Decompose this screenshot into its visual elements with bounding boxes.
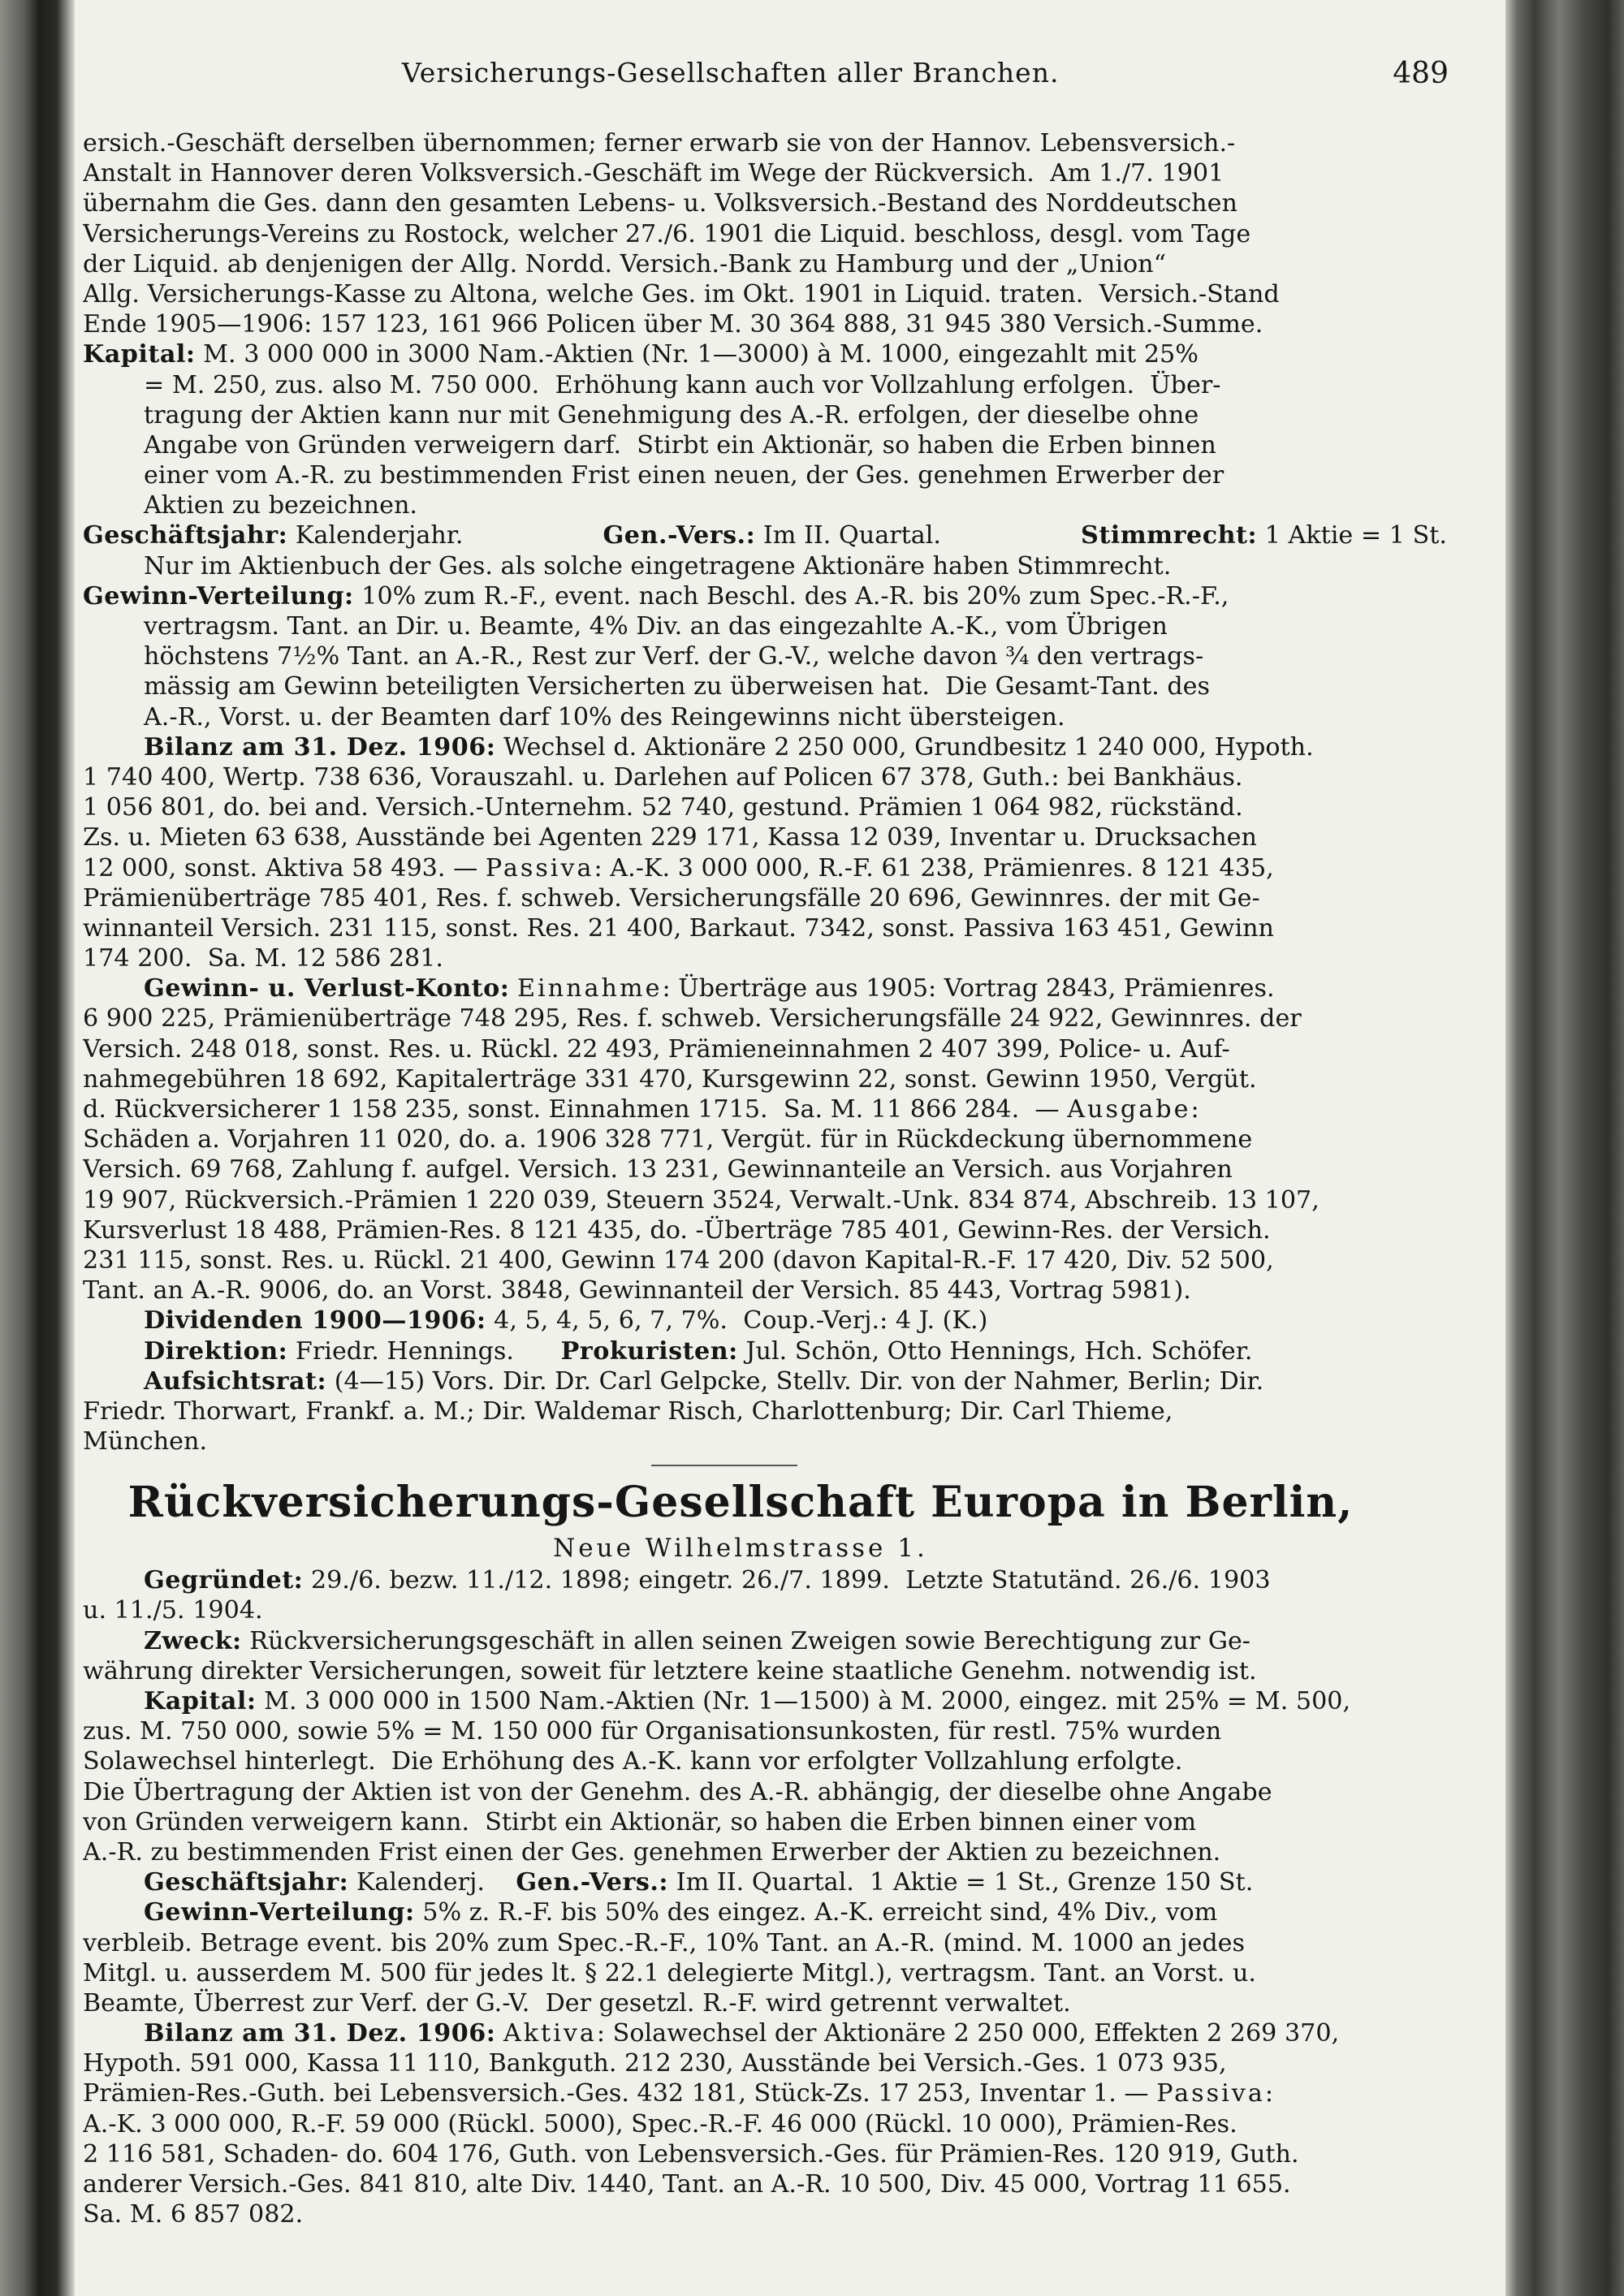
text-line: Solawechsel hinterlegt. Die Erhöhung des A.-K. kann vor erfolgter Vollzahlung erfolgte. (83, 1747, 1183, 1776)
procurators-text: Jul. Schön, Otto Hennings, Hch. Schöfer. (737, 1336, 1253, 1366)
page-number: 489 (1393, 57, 1449, 90)
text-segment: Prämien-Res.-Guth. bei Lebensversich.-Ges. 432 181, Stück-Zs. 17 253, Inventar 1. — (83, 2079, 1157, 2108)
profit-loss-line (83, 973, 1447, 1003)
page-edge-shadow (1502, 0, 1624, 2296)
profit-distribution-line (83, 581, 1447, 611)
capital-label: Kapital: (144, 1687, 257, 1716)
text-line: München. (83, 1427, 208, 1457)
text-line: höchstens 7½% Tant. an A.-R., Rest zur Verf. der G.-V., welche davon ¾ den vertrags- (144, 642, 1204, 671)
text-segment: d. Rückversicherer 1 158 235, sonst. Einnahmen 1715. Sa. M. 11 866 284. — (83, 1095, 1068, 1124)
founded-line (83, 1565, 1447, 1595)
dividends-line (83, 1306, 1447, 1336)
general-meeting-text: Im II. Quartal. (755, 521, 941, 550)
text-line (83, 853, 1447, 883)
text-line: Allg. Versicherungs-Kasse zu Altona, welche Ges. im Okt. 1901 in Liquid. traten. Versich.-Stand (83, 279, 1280, 309)
text-line: mässig am Gewinn beteiligten Versicherten zu überweisen hat. Die Gesamt-Tant. des (144, 672, 1211, 701)
fiscal-year-label: Geschäftsjahr: (144, 1868, 349, 1897)
general-meeting-entry (603, 520, 941, 550)
dividends-text: 4, 5, 4, 5, 6, 7, 7%. Coup.-Verj.: 4 J. (K.) (486, 1306, 988, 1336)
text-line: übernahm die Ges. dann den gesamten Lebens- u. Volksversich.-Bestand des Norddeutschen (83, 189, 1237, 218)
text-line: Zs. u. Mieten 63 638, Ausstände bei Agenten 229 171, Kassa 12 039, Inventar u. Drucksachen (83, 823, 1257, 852)
profit-loss-label: Gewinn- u. Verlust-Konto: (144, 974, 510, 1003)
supervisory-board-line (83, 1366, 1447, 1396)
text-line: Aktien zu bezeichnen. (144, 491, 418, 520)
text-line: Schäden a. Vorjahren 11 020, do. a. 1906 328 771, Vergüt. für in Rückdeckung übernommene (83, 1125, 1253, 1154)
text-line: nahmegebühren 18 692, Kapitalerträge 331 470, Kursgewinn 22, sonst. Gewinn 1950, Vergüt. (83, 1064, 1257, 1094)
text-line: von Gründen verweigern kann. Stirbt ein Aktionär, so haben die Erben binnen einer vom (83, 1807, 1197, 1836)
fiscal-year-line (83, 1867, 1447, 1897)
text-line: 6 900 225, Prämienüberträge 748 295, Res. f. schweb. Versicherungsfälle 24 922, Gewinnres. der (83, 1004, 1302, 1034)
income-heading: Einnahme (516, 974, 663, 1003)
management-line (83, 1336, 1447, 1366)
text-line: u. 11./5. 1904. (83, 1596, 263, 1625)
text-line: Tant. an A.-R. 9006, do. an Vorst. 3848, Gewinnanteil der Versich. 85 443, Vortrag 5981). (83, 1276, 1191, 1306)
text-line: 1 056 801, do. bei and. Versich.-Unternehm. 52 740, gestund. Prämien 1 064 982, rückständ. (83, 793, 1243, 822)
text-line: A.-K. 3 000 000, R.-F. 59 000 (Rückl. 5000), Spec.-R.-F. 46 000 (Rückl. 10 000), Prämien-Res. (83, 2109, 1237, 2138)
profit-distribution-text: 10% zum R.-F., event. nach Beschl. des A.-R. bis 20% zum Spec.-R.-F., (353, 581, 1229, 611)
text-line: verbleib. Betrage event. bis 20% zum Spec.-R.-F., 10% Tant. an A.-R. (mind. M. 1000 an jedes (83, 1928, 1246, 1957)
text-line: Versicherungs-Vereins zu Rostock, welcher 27./6. 1901 die Liquid. beschloss, desgl. vom Tage (83, 219, 1251, 248)
management-text: Friedr. Hennings. (287, 1336, 515, 1366)
balance-sheet-line (83, 732, 1447, 762)
balance-sheet-text: Wechsel d. Aktionäre 2 250 000, Grundbesitz 1 240 000, Hypoth. (495, 732, 1314, 762)
text-line: Kursverlust 18 488, Prämien-Res. 8 121 435, do. -Überträge 785 401, Gewinn-Res. der Versich. (83, 1215, 1271, 1245)
purpose-text: Rückversicherungsgeschäft in allen seinen Zweigen sowie Berechtigung zur Ge- (241, 1626, 1251, 1655)
text-line: 1 740 400, Wertp. 738 636, Vorauszahl. u. Darlehen auf Policen 67 378, Guth.: bei Bankhäus. (83, 762, 1243, 792)
text-line: einer vom A.-R. zu bestimmenden Frist einen neuen, der Ges. genehmen Erwerber der (144, 461, 1224, 490)
scanned-page (75, 0, 1505, 2296)
purpose-line (83, 1626, 1447, 1656)
company-address: Neue Wilhelmstrasse 1. (553, 1534, 928, 1564)
text-segment: : (1264, 2079, 1274, 2108)
fiscal-year-entry (83, 520, 464, 550)
purpose-label: Zweck: (144, 1626, 242, 1655)
running-header (75, 57, 1505, 97)
fiscal-year-line (83, 520, 1447, 550)
text-line (83, 1094, 1447, 1124)
management-label: Direktion: (144, 1336, 288, 1366)
text-line: winnanteil Versich. 231 115, sonst. Res. 21 400, Barkaut. 7342, sonst. Passiva 163 451, Gewinn (83, 913, 1274, 943)
capital-line (83, 339, 1447, 369)
page-body (83, 128, 1447, 2229)
text-line: 19 907, Rückversich.-Prämien 1 220 039, Steuern 3524, Verwalt.-Unk. 834 874, Abschreib. 13 107, (83, 1185, 1320, 1215)
fiscal-year-text: Kalenderj. (348, 1868, 485, 1897)
text-segment: 12 000, sonst. Aktiva 58 493. — (83, 853, 486, 883)
book-spine-shadow (0, 0, 85, 2296)
general-meeting-label: Gen.-Vers.: (516, 1868, 669, 1897)
text-line: der Liquid. ab denjenigen der Allg. Nordd. Versich.-Bank zu Hamburg und der „Union“ (83, 249, 1167, 278)
procurators-label: Prokuristen: (560, 1336, 738, 1366)
supervisory-board-label: Aufsichtsrat: (144, 1366, 327, 1396)
voting-right-label: Stimmrecht: (1081, 521, 1258, 550)
text-line: 231 115, sonst. Res. u. Rückl. 21 400, Gewinn 174 200 (davon Kapital-R.-F. 17 420, Div. 52 500, (83, 1245, 1274, 1275)
profit-distribution-text: 5% z. R.-F. bis 50% des eingez. A.-K. erreicht sind, 4% Div., vom (414, 1898, 1218, 1927)
profit-distribution-label: Gewinn-Verteilung: (144, 1898, 415, 1927)
text-line: = M. 250, zus. also M. 750 000. Erhöhung kann auch vor Vollzahlung erfolgen. Über- (144, 370, 1221, 399)
section-divider (651, 1465, 797, 1466)
text-line: währung direkter Versicherungen, soweit für letztere keine staatliche Genehm. notwendig ist. (83, 1656, 1257, 1685)
general-meeting-label: Gen.-Vers.: (603, 521, 756, 550)
voting-right-text: 1 Aktie = 1 St. (1257, 521, 1447, 550)
text-line: Beamte, Überrest zur Verf. der G.-V. Der gesetzl. R.-F. wird getrennt verwaltet. (83, 1988, 1071, 2018)
text-line: Ende 1905—1906: 157 123, 161 966 Policen über M. 30 364 888, 31 945 380 Versich.-Summe. (83, 310, 1263, 339)
capital-line (83, 1686, 1447, 1716)
text-line: 2 116 581, Schaden- do. 604 176, Guth. von Lebensversich.-Ges. für Prämien-Res. 120 919, Guth. (83, 2139, 1299, 2169)
text-segment (495, 2019, 503, 2048)
voting-right-entry (1081, 520, 1447, 550)
text-line: 174 200. Sa. M. 12 586 281. (83, 944, 444, 973)
balance-sheet-label: Bilanz am 31. Dez. 1906: (144, 732, 496, 762)
text-line: vertragsm. Tant. an Dir. u. Beamte, 4% Div. an das eingezahlte A.-K., vom Übrigen (144, 612, 1168, 641)
founded-label: Gegründet: (144, 1566, 304, 1595)
text-line: zus. M. 750 000, sowie 5% = M. 150 000 für Organisationsunkosten, für restl. 75% wurden (83, 1717, 1222, 1746)
running-header-title: Versicherungs-Gesellschaften aller Branchen. (402, 57, 1060, 88)
text-line: Angabe von Gründen verweigern darf. Stirbt ein Aktionär, so haben die Erben binnen (144, 430, 1216, 460)
text-line: Die Übertragung der Aktien ist von der Genehm. des A.-R. abhängig, der dieselbe ohne Angabe (83, 1777, 1272, 1806)
founded-text: 29./6. bezw. 11./12. 1898; eingetr. 26./7. 1899. Letzte Statutänd. 26./6. 1903 (303, 1566, 1271, 1595)
profit-distribution-line (83, 1897, 1447, 1927)
text-line: Versich. 69 768, Zahlung f. aufgel. Versich. 13 231, Gewinnanteile an Versich. aus Vorjahren (83, 1155, 1233, 1185)
balance-sheet-label: Bilanz am 31. Dez. 1906: (144, 2019, 496, 2048)
assets-heading: Aktiva (503, 2019, 597, 2048)
company-title: Rückversicherungs-Gesellschaft Europa in Berlin, (127, 1478, 1354, 1528)
text-segment: : A.-K. 3 000 000, R.-F. 61 238, Prämienres. 8 121 435, (594, 853, 1274, 883)
text-segment: : Überträge aus 1905: Vortrag 2843, Prämienres. (662, 974, 1275, 1003)
expense-heading: Ausgabe (1067, 1095, 1191, 1124)
text-segment (509, 974, 517, 1003)
text-line: tragung der Aktien kann nur mit Genehmigung des A.-R. erfolgen, der dieselbe ohne (144, 400, 1199, 429)
text-line: Mitgl. u. ausserdem M. 500 für jedes lt. § 22.1 delegierte Mitgl.), vertragsm. Tant. an Vorst. u. (83, 1958, 1256, 1987)
text-line: Nur im Aktienbuch der Ges. als solche eingetragene Aktionäre haben Stimmrecht. (144, 551, 1172, 580)
supervisory-board-text: (4—15) Vors. Dir. Dr. Carl Gelpcke, Stellv. Dir. von der Nahmer, Berlin; Dir. (326, 1366, 1264, 1396)
text-line: Versich. 248 018, sonst. Res. u. Rückl. 22 493, Prämieneinnahmen 2 407 399, Police- u. Auf- (83, 1034, 1230, 1064)
general-meeting-text: Im II. Quartal. 1 Aktie = 1 St., Grenze 150 St. (668, 1868, 1254, 1897)
text-line: anderer Versich.-Ges. 841 810, alte Div. 1440, Tant. an A.-R. 10 500, Div. 45 000, Vortrag 11 655. (83, 2170, 1291, 2199)
text-line: A.-R. zu bestimmenden Frist einen der Ges. genehmen Erwerber der Aktien zu bezeichnen. (83, 1837, 1221, 1867)
text-line: Sa. M. 6 857 082. (83, 2200, 304, 2229)
text-line: ersich.-Geschäft derselben übernommen; ferner erwarb sie von der Hannov. Lebensversich.- (83, 129, 1236, 158)
text-line: Friedr. Thorwart, Frankf. a. M.; Dir. Waldemar Risch, Charlottenburg; Dir. Carl Thieme, (83, 1396, 1173, 1426)
text-segment: : (1190, 1095, 1199, 1124)
capital-label: Kapital: (83, 340, 196, 369)
liabilities-heading: Passiva (1156, 2079, 1265, 2108)
text-line: Prämienüberträge 785 401, Res. f. schweb. Versicherungsfälle 20 696, Gewinnres. der mit Ge- (83, 883, 1260, 913)
passiva-heading: Passiva (485, 853, 594, 883)
capital-text: M. 3 000 000 in 1500 Nam.-Aktien (Nr. 1—1500) à M. 2000, eingez. mit 25% = M. 500, (256, 1687, 1351, 1716)
fiscal-year-text: Kalenderjahr. (287, 521, 464, 550)
balance-sheet-line (83, 2018, 1447, 2048)
dividends-label: Dividenden 1900—1906: (144, 1306, 486, 1336)
text-line: Hypoth. 591 000, Kassa 11 110, Bankguth. 212 230, Ausstände bei Versich.-Ges. 1 073 935, (83, 2049, 1227, 2078)
text-segment: : Solawechsel der Aktionäre 2 250 000, Effekten 2 269 370, (596, 2019, 1340, 2048)
profit-distribution-label: Gewinn-Verteilung: (83, 581, 354, 611)
text-line: Anstalt in Hannover deren Volksversich.-Geschäft im Wege der Rückversich. Am 1./7. 1901 (83, 159, 1224, 188)
capital-text: M. 3 000 000 in 3000 Nam.-Aktien (Nr. 1—3000) à M. 1000, eingezahlt mit 25% (195, 340, 1199, 369)
text-line: A.-R., Vorst. u. der Beamten darf 10% des Reingewinns nicht übersteigen. (144, 702, 1065, 732)
text-line (83, 2078, 1447, 2108)
fiscal-year-label: Geschäftsjahr: (83, 521, 288, 550)
